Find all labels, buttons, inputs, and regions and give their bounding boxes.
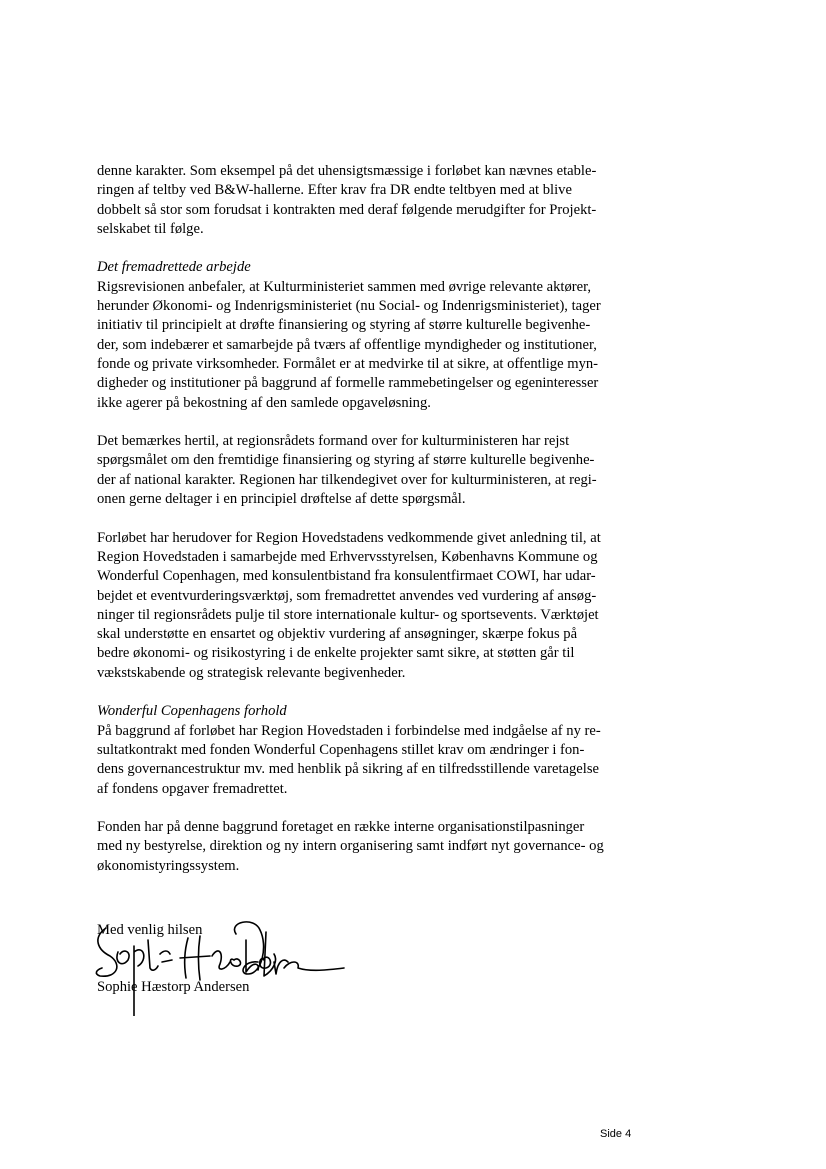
text-line: Region Hovedstaden i samarbejde med Erhvervsstyrelsen, Københavns Kommune og	[97, 548, 598, 565]
text-line: fonde og private virksomheder. Formålet er at medvirke til at sikre, at offentlige myn-	[97, 355, 599, 372]
text-line: spørgsmålet om den fremtidige finansiering og styring af større kulturelle begivenhe-	[97, 452, 595, 469]
text-line: Wonderful Copenhagen, med konsulentbistand fra konsulentfirmaet COWI, har udar-	[97, 568, 596, 585]
section-heading-wonderful-copenhagen: Wonderful Copenhagens forhold	[97, 703, 287, 720]
text-line: dens governancestruktur mv. med henblik på sikring af en tilfredsstillende varetagelse	[97, 761, 599, 778]
text-line: der af national karakter. Regionen har tilkendegivet over for kulturministeren, at regi-	[97, 471, 597, 488]
text-line: På baggrund af forløbet har Region Hovedstaden i forbindelse med indgåelse af ny re-	[97, 722, 601, 739]
text-line: dobbelt så stor som forudsat i kontrakten med deraf følgende merudgifter for Projekt-	[97, 201, 597, 218]
text-line: Forløbet har herudover for Region Hovedstadens vedkommende givet anledning til, at	[97, 529, 601, 546]
text-line: herunder Økonomi- og Indenrigsministeriet (nu Social- og Indenrigsministeriet), tager	[97, 298, 601, 315]
text-line: der, som indebærer et samarbejde på tværs af offentlige myndigheder og institutioner,	[97, 336, 597, 353]
text-line: sultatkontrakt med fonden Wonderful Copenhagens stillet krav om ændringer i fon-	[97, 741, 585, 758]
text-line: bedre økonomi- og risikostyring i de enkelte projekter samt sikre, at støtten går til	[97, 645, 575, 662]
text-line: bejdet et eventvurderingsværktøj, som fremadrettet anvendes ved vurdering af ansøg-	[97, 587, 597, 604]
text-line: selskabet til følge.	[97, 220, 204, 237]
section-heading-future-work: Det fremadrettede arbejde	[97, 259, 251, 276]
closing-salutation: Med venlig hilsen	[97, 922, 203, 938]
text-line: onen gerne deltager i en principiel drøftelse af dette spørgsmål.	[97, 491, 466, 508]
text-line: denne karakter. Som eksempel på det uhensigtsmæssige i forløbet kan nævnes etable-	[97, 163, 597, 179]
paragraph-1	[97, 162, 637, 239]
text-line: ninger til regionsrådets pulje til store internationale kultur- og sportsevents. Værktøjet	[97, 606, 599, 623]
text-line: digheder og institutioner på baggrund af formelle rammebetingelser og egeninteresser	[97, 375, 599, 392]
signer-name: Sophie Hæstorp Andersen	[97, 979, 250, 995]
text-line: økonomistyringssystem.	[97, 857, 240, 874]
text-line: Fonden har på denne baggrund foretaget en række interne organisationstilpasninger	[97, 819, 585, 836]
text-line: ringen af teltby ved B&W-hallerne. Efter krav fra DR endte teltbyen med at blive	[97, 182, 572, 199]
text-line: ikke agerer på bekostning af den samlede opgaveløsning.	[97, 394, 431, 411]
paragraph-2	[97, 258, 637, 412]
paragraph-3	[97, 432, 637, 509]
text-line: af fondens opgaver fremadrettet.	[97, 780, 288, 797]
text-line: skal understøtte en ensartet og objektiv vurdering af ansøgninger, skærpe fokus på	[97, 626, 578, 643]
handwritten-signature	[88, 916, 348, 1016]
paragraph-4	[97, 529, 637, 683]
text-line: initiativ til principielt at drøfte finansiering og styring af større kulturelle begivenhe-	[97, 317, 591, 334]
letter-body	[97, 162, 637, 895]
text-line: vækstskabende og strategisk relevante begivenheder.	[97, 664, 406, 681]
text-line: Det bemærkes hertil, at regionsrådets formand over for kulturministeren har rejst	[97, 433, 570, 450]
text-line: med ny bestyrelse, direktion og ny intern organisering samt indført nyt governance- og	[97, 838, 604, 855]
paragraph-5	[97, 702, 637, 798]
page-number: Side 4	[600, 1128, 632, 1140]
text-line: Rigsrevisionen anbefaler, at Kulturministeriet sammen med øvrige relevante aktører,	[97, 278, 592, 295]
paragraph-6	[97, 818, 637, 876]
